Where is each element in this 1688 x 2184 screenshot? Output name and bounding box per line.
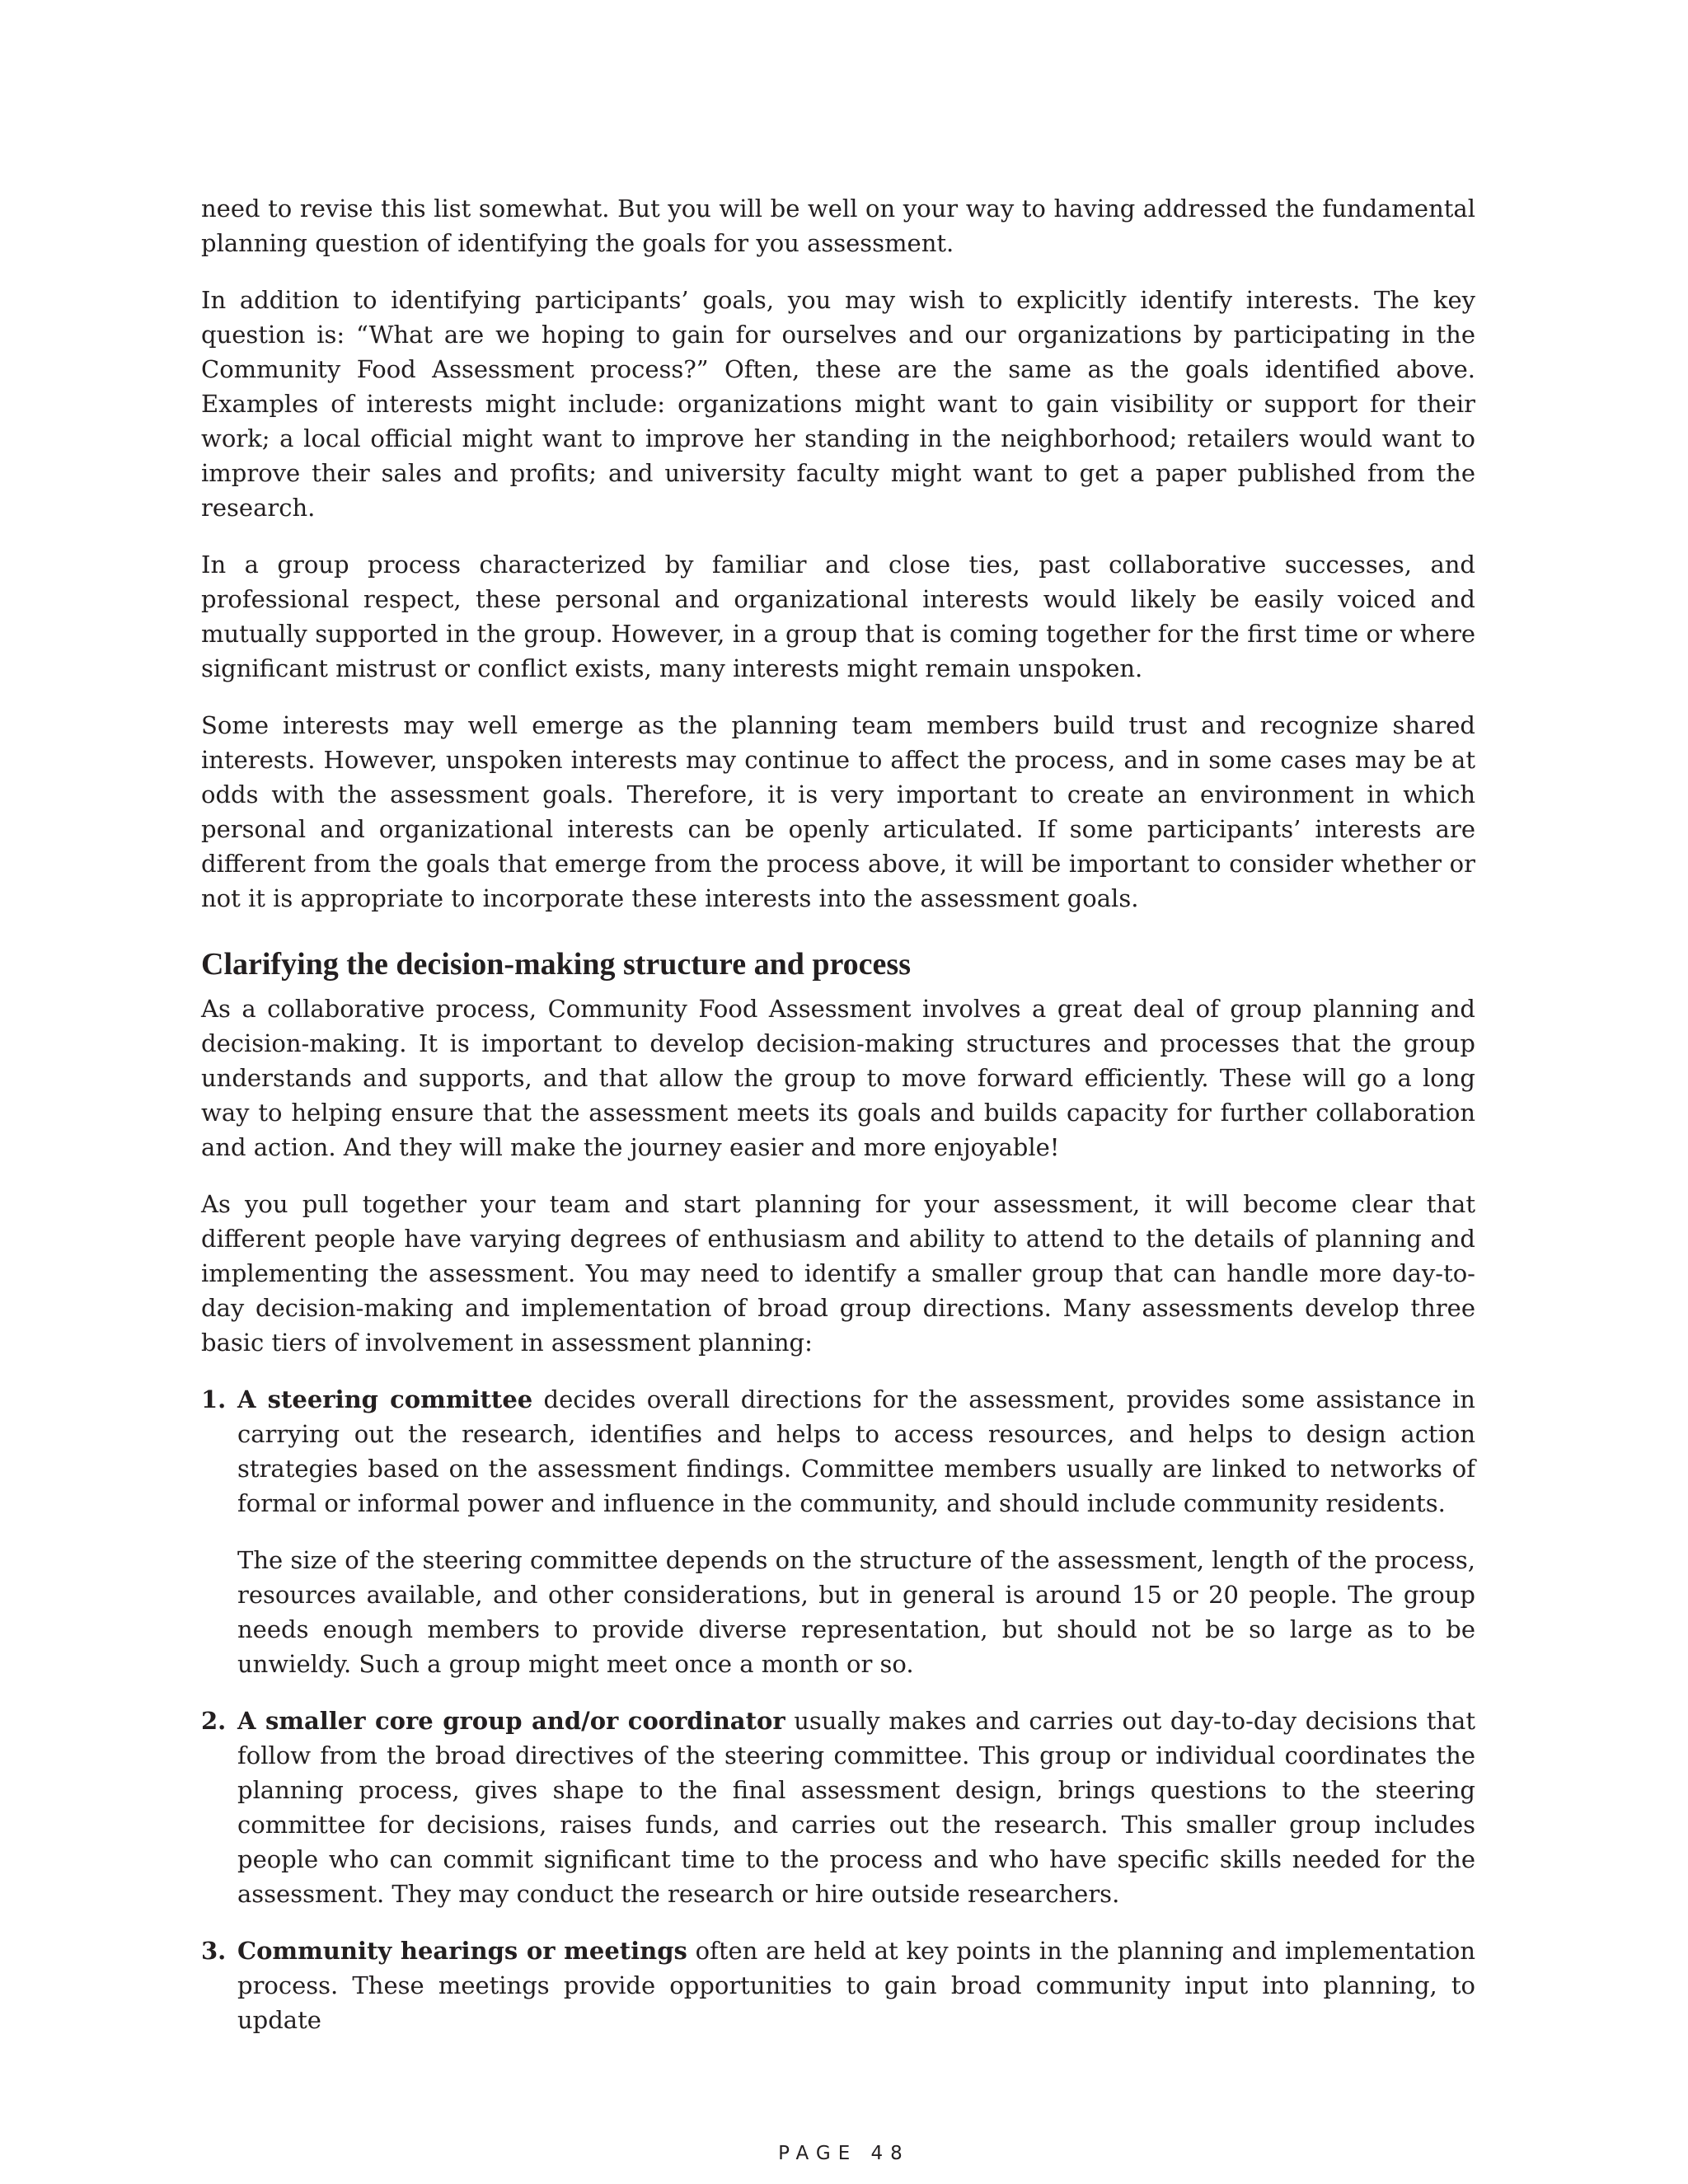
paragraph-identifying-interests: In addition to identifying participants’ goals, you may wish to explicitly identify interests. The key question is: “What are we hoping to gain for ourselves and our organizations by participating in the Community Food Assessment process?” Often, these are the same as the goals identified above. Examples of interests might include: organizations might want to gain visibility or support for their work; a local official might want to improve her standing in the neighborhood; retailers would want to improve their sales and profits; and university faculty might want to get a paper published from the research. bbox=[201, 286, 1475, 522]
tiers-list bbox=[201, 1382, 1475, 2037]
list-item-term: A steering committee bbox=[237, 1385, 533, 1413]
list-item-term: Community hearings or meetings bbox=[237, 1937, 687, 1965]
paragraph-tiers-intro: As you pull together your team and start planning for your assessment, it will become clear that different people have varying degrees of enthusiasm and ability to attend to the details of planning and implementing the assessment. You may need to identify a smaller group that can handle more day-to-day decision-making and implementation of broad group directions. Many assessments develop three basic tiers of involvement in assessment planning: bbox=[201, 1190, 1475, 1357]
list-item bbox=[201, 1704, 1475, 1911]
list-item-text bbox=[237, 1704, 1475, 1911]
paragraph-group-ties: In a group process characterized by familiar and close ties, past collaborative successes, and professional respect, these personal and organizational interests would likely be easily voiced and mutually supported in the group. However, in a group that is coming together for the first time or where significant mistrust or conflict exists, many interests might remain unspoken. bbox=[201, 551, 1475, 682]
list-item-body: usually makes and carries out day-to-day decisions that follow from the broad directives of the steering committee. This group or individual coordinates the planning process, gives shape to the final assessment design, brings questions to the steering committee for decisions, raises funds, and carries out the research. This smaller group includes people who can commit significant time to the process and who have specific skills needed for the assessment. They may conduct the research or hire outside researchers. bbox=[237, 1707, 1475, 1908]
list-item bbox=[201, 1382, 1475, 1681]
list-item-extra: The size of the steering committee depends on the structure of the assessment, length of the process, resources available, and other considerations, but in general is around 15 or 20 people. The group needs enough members to provide diverse representation, but should not be so large as to be unwieldy. Such a group might meet once a month or so. bbox=[237, 1546, 1475, 1678]
section-heading: Clarifying the decision-making structure and process bbox=[201, 947, 911, 982]
page-number: PAGE 48 bbox=[778, 2143, 910, 2164]
paragraph-unspoken-interests: Some interests may well emerge as the planning team members build trust and recognize shared interests. However, unspoken interests may continue to affect the process, and in some cases may be at odds with the assessment goals. Therefore, it is very important to create an environment in which personal and organizational interests can be openly articulated. If some participants’ interests are different from the goals that emerge from the process above, it will be important to consider whether or not it is appropriate to incorporate these interests into the assessment goals. bbox=[201, 711, 1475, 912]
list-item bbox=[201, 1933, 1475, 2037]
list-item-body: often are held at key points in the planning and implementation process. These meetings provide opportunities to gain broad community input into planning, to update bbox=[237, 1937, 1475, 2034]
paragraph-collaborative-process: As a collaborative process, Community Food Assessment involves a great deal of group planning and decision-making. It is important to develop decision-making structures and processes that the group understands and supports, and that allow the group to move forward efficiently. These will go a long way to helping ensure that the assessment meets its goals and builds capacity for further collaboration and action. And they will make the journey easier and more enjoyable! bbox=[201, 995, 1475, 1161]
list-number: 2. bbox=[201, 1707, 227, 1735]
page-body bbox=[201, 191, 1475, 2060]
list-number: 3. bbox=[201, 1937, 227, 1965]
list-item-term: A smaller core group and/or coordinator bbox=[237, 1707, 785, 1735]
list-item-body: decides overall directions for the assessment, provides some assistance in carrying out the research, identifies and helps to access resources, and helps to design action strategies based on the assessment findings. Committee members usually are linked to networks of formal or informal power and influence in the community, and should include community residents. bbox=[237, 1385, 1475, 1517]
paragraph-goals-revision: need to revise this list somewhat. But you will be well on your way to having addressed the fundamental planning question of identifying the goals for you assessment. bbox=[201, 194, 1475, 257]
list-number: 1. bbox=[201, 1385, 227, 1413]
list-item-text bbox=[237, 1382, 1475, 1521]
list-item-text bbox=[237, 1933, 1475, 2037]
